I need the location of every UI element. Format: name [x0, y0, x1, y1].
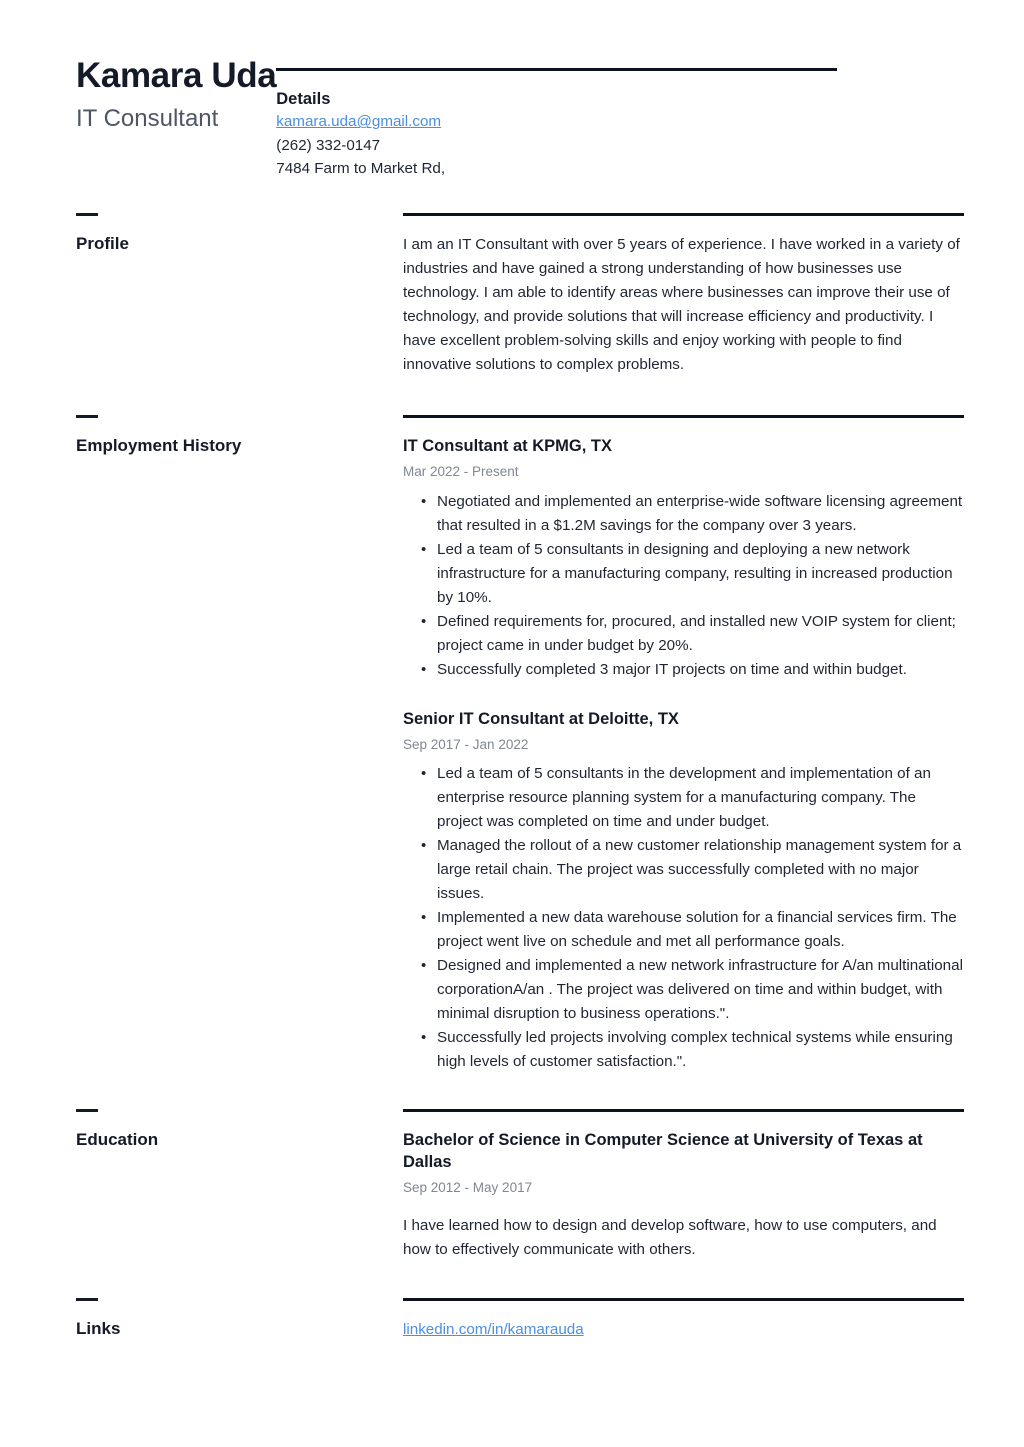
sidebar-label-education: Education [76, 1130, 159, 1150]
profile-section [0, 213, 1024, 377]
employment-entry [403, 709, 964, 1074]
sidebar-label-links: Links [76, 1319, 121, 1339]
profile-sidebar [0, 213, 403, 254]
section-rule-details [276, 68, 837, 71]
list-item: • Negotiated and implemented an enterprise-wide software licensing agreement that resulted in a $1.2M savings for the company over 3 years. [437, 490, 964, 538]
employment-section [0, 415, 1024, 1074]
linkedin-link[interactable]: linkedin.com/in/kamarauda [403, 1321, 584, 1339]
links-list [403, 1318, 964, 1342]
employment-title: IT Consultant at KPMG, TX [403, 437, 612, 456]
employment-content [403, 415, 1024, 1074]
list-item: • Defined requirements for, procured, and installed new VOIP system for client; project came in under budget by 20%. [437, 610, 964, 658]
sidebar-label-employment: Employment History [76, 436, 242, 456]
dash-marker-icon [76, 213, 98, 216]
header-identity [0, 0, 276, 134]
employment-bullet-list [403, 762, 964, 1074]
employment-dates: Sep 2017 - Jan 2022 [403, 736, 529, 752]
profile-text: I am an IT Consultant with over 5 years of experience. I have worked in a variety of industries and have gained a strong understanding of how businesses use technology. I am able to identify areas where businesses can improve their use of technology, and provide solutions that will increase efficiency and productivity. I have excellent problem-solving skills and enjoy working with people to find innovative solutions to complex problems. [403, 236, 960, 374]
details-section [276, 0, 1024, 180]
list-item: • Managed the rollout of a new customer relationship management system for a large retail chain. The project was successfully completed with no major issues. [437, 834, 964, 906]
profile-content [403, 213, 1024, 377]
details-email-row [276, 110, 964, 134]
employment-bullet-list [403, 490, 964, 682]
education-title: Bachelor of Science in Computer Science at University of Texas at Dallas [403, 1131, 923, 1171]
list-item: • Successfully completed 3 major IT projects on time and within budget. [437, 658, 964, 682]
details-address: 7484 Farm to Market Rd, [276, 160, 446, 178]
section-rule-education [403, 1109, 964, 1112]
employment-title: Senior IT Consultant at Deloitte, TX [403, 709, 679, 728]
education-dates: Sep 2012 - May 2017 [403, 1179, 533, 1195]
education-description: I have learned how to design and develop software, how to use computers, and how to effectively communicate with others. [403, 1217, 937, 1259]
employment-entry [403, 436, 964, 681]
page-title: Kamara Uda [76, 56, 277, 95]
dash-marker-icon [76, 1298, 98, 1301]
section-rule-employment [403, 415, 964, 418]
details-heading: Details [276, 90, 331, 108]
resume-header [0, 0, 1024, 180]
links-section [0, 1298, 1024, 1342]
employment-sidebar [0, 415, 403, 456]
education-content [403, 1109, 1024, 1262]
dash-marker-icon [76, 415, 98, 418]
section-rule-links [403, 1298, 964, 1301]
list-item: • Successfully led projects involving complex technical systems while ensuring high levels of customer satisfaction.". [437, 1026, 964, 1074]
links-content [403, 1298, 1024, 1342]
education-section [0, 1109, 1024, 1262]
list-item: • Led a team of 5 consultants in the development and implementation of an enterprise resource planning system for a manufacturing company. The project was completed on time and under budget. [437, 762, 964, 834]
section-rule-profile [403, 213, 964, 216]
sidebar-label-profile: Profile [76, 234, 129, 254]
list-item: • Led a team of 5 consultants in designing and deploying a new network infrastructure for a manufacturing company, resulting in increased production by 10%. [437, 538, 964, 610]
list-item: • Designed and implemented a new network infrastructure for A/an multinational corporationA/an . The project was delivered on time and within budget, with minimal disruption to business operations.". [437, 954, 964, 1026]
header-job-title: IT Consultant [76, 105, 219, 133]
education-sidebar [0, 1109, 403, 1150]
dash-marker-icon [76, 1109, 98, 1112]
details-phone: (262) 332-0147 [276, 137, 381, 155]
email-link[interactable]: kamara.uda@gmail.com [276, 113, 442, 131]
employment-dates: Mar 2022 - Present [403, 464, 519, 480]
education-entry [403, 1130, 964, 1262]
list-item: • Implemented a new data warehouse solution for a financial services firm. The project went live on schedule and met all performance goals. [437, 906, 964, 954]
links-sidebar [0, 1298, 403, 1339]
